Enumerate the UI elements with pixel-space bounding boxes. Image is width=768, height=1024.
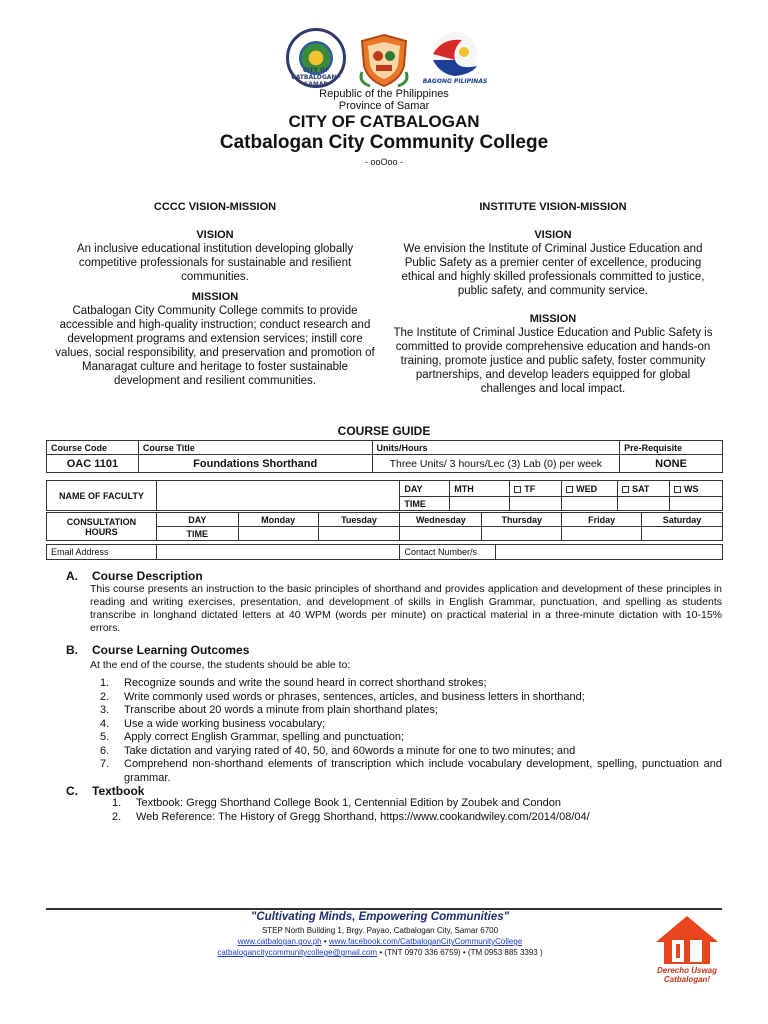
- list-item: 2. Write commonly used words or phrases, sentences, articles, and business letters in shorthand;: [100, 690, 585, 703]
- contact-label: Contact Number/s: [400, 545, 496, 560]
- list-item: 2. Web Reference: The History of Gregg Shorthand, https://www.cookandwiley.com/2014/08/04/: [112, 810, 590, 823]
- units-label: Units/Hours: [372, 441, 620, 455]
- cccc-mission-heading: MISSION: [191, 291, 239, 303]
- bagong-pilipinas-text: BAGONG PILIPINAS: [422, 78, 488, 85]
- footer-divider: [46, 908, 722, 910]
- faculty-name-cell[interactable]: [156, 481, 399, 511]
- institute-mission-text: The Institute of Criminal Justice Education and Public Safety is committed to provide comprehensive education and hands-on training, promote justice and public safety, foster community partnerships, and develop leaders equipped for global challenges and local impact.: [393, 327, 713, 395]
- cccc-vision-mission: [52, 200, 378, 388]
- time-cell[interactable]: [562, 497, 618, 511]
- province-line: Province of Samar: [338, 100, 430, 112]
- list-item: 1. Textbook: Gregg Shorthand College Book 1, Centennial Edition by Zoubek and Condon: [112, 797, 562, 809]
- derecho-uswag-logo: [650, 912, 724, 984]
- republic-line: Republic of the Philippines: [319, 88, 449, 100]
- time-cell[interactable]: [510, 497, 562, 511]
- cccc-mission-text: Catbalogan City Community College commits to provide accessible and high-quality instruction; conduct research and development programs and extension services; instill core values, social responsibility, and preservation and promotion of Manaragat culture and heritage to foster sustainable development and resilient communities.: [55, 305, 375, 387]
- institute-vision-text: We envision the Institute of Criminal Justice Education and Public Safety as a premier center of excellence, producing ethical and highly skilled professionals committed to justice, public safety, and community service.: [401, 243, 705, 297]
- list-item: 3. Transcribe about 20 words a minute from plain shorthand plates;: [100, 704, 438, 716]
- prereq-label: Pre-Requisite: [620, 441, 723, 455]
- institute-mission-heading: MISSION: [529, 313, 577, 325]
- email-label: Email Address: [47, 545, 157, 560]
- checkbox-icon: [674, 486, 681, 493]
- list-item: 6. Take dictation and varying rated of 40, 50, and 60words a minute for one to two minutes; and: [100, 744, 576, 757]
- consult-friday: Friday: [562, 513, 642, 527]
- consult-time-cell[interactable]: [238, 527, 318, 541]
- contact-field[interactable]: [496, 545, 723, 560]
- consult-monday: Monday: [238, 513, 318, 527]
- consult-tuesday: Tuesday: [318, 513, 400, 527]
- day-wed[interactable]: WED: [562, 481, 618, 497]
- consult-time-cell[interactable]: [400, 527, 482, 541]
- footer-tagline: "Cultivating Minds, Empowering Communities": [250, 911, 510, 923]
- day-mth: MTH: [450, 481, 510, 497]
- course-title-label: Course Title: [138, 441, 372, 455]
- footer-contact: [140, 948, 620, 957]
- section-c-letter: C.: [66, 784, 78, 798]
- textbook-list: [112, 797, 722, 824]
- course-code-value: OAC 1101: [47, 455, 139, 473]
- day-sat[interactable]: SAT: [618, 481, 670, 497]
- list-item: 7. Comprehend non-shorthand elements of transcription which include vocabulary development, spelling, punctuation and grammar.: [100, 758, 722, 784]
- bagong-pilipinas-logo: [422, 30, 488, 88]
- day-ws[interactable]: WS: [670, 481, 723, 497]
- faculty-table: [46, 480, 723, 511]
- outcomes-intro: At the end of the course, the students should be able to:: [90, 659, 351, 671]
- institute-heading: INSTITUTE VISION-MISSION: [479, 201, 627, 213]
- consult-saturday: Saturday: [642, 513, 723, 527]
- svg-text:Derecho Uswag: Derecho Uswag: [656, 966, 718, 975]
- college-name: Catbalogan City Community College: [219, 132, 549, 153]
- footer-address: STEP North Building 1, Brgy. Payao, Catbalogan City, Samar 6700: [261, 926, 499, 935]
- header-logos: [0, 24, 768, 86]
- course-info-table: [46, 440, 723, 473]
- cccc-vision-heading: VISION: [196, 229, 234, 241]
- footer-links: www.catbalogan.gov.ph • www.facebook.com/CatbaloganCityCommunityCollege: [237, 937, 523, 946]
- facebook-link[interactable]: www.facebook.com/CatbaloganCityCommunityCollege: [328, 937, 523, 946]
- consult-wednesday: Wednesday: [400, 513, 482, 527]
- time-cell[interactable]: [450, 497, 510, 511]
- consult-time-label: TIME: [156, 527, 238, 541]
- city-name: CITY OF CATBALOGAN: [288, 112, 480, 131]
- faculty-label: NAME OF FACULTY: [47, 481, 157, 511]
- course-guide-title: COURSE GUIDE: [337, 424, 431, 438]
- seal-text: CITY OF CATBALOGAN · SAMAR: [291, 67, 341, 88]
- section-a-letter: A.: [66, 569, 78, 583]
- faculty-day-label: DAY: [400, 481, 450, 497]
- consult-day-label: DAY: [156, 513, 238, 527]
- section-b-title: Course Learning Outcomes: [92, 643, 250, 657]
- consult-time-cell[interactable]: [642, 527, 723, 541]
- website-link[interactable]: www.catbalogan.gov.ph: [237, 937, 322, 946]
- college-shield-logo: [356, 32, 412, 88]
- section-a-title: Course Description: [92, 569, 203, 583]
- consult-thursday: Thursday: [482, 513, 562, 527]
- cccc-heading: CCCC VISION-MISSION: [153, 201, 277, 213]
- course-code-label: Course Code: [47, 441, 139, 455]
- list-item: 1. Recognize sounds and write the sound heard in correct shorthand strokes;: [100, 677, 487, 689]
- contact-table: [46, 544, 723, 560]
- institute-vision-heading: VISION: [534, 229, 572, 241]
- outcomes-list: [100, 677, 722, 785]
- time-cell[interactable]: [670, 497, 723, 511]
- course-description-text: This course presents an instruction to the basic principles of shorthand and provides application and development of these principles in reading and writing exercises, presentation, and development of skills in English Grammar, punctuation, and spelling as students transcribe in longhand dictated letters at 40 WPM (words per minute) on practical material in a three-minute dictation with 10-15% errors.: [90, 583, 722, 634]
- consultation-label: CONSULTATION HOURS: [47, 513, 157, 541]
- email-link[interactable]: catbalogancitycommunitycollege@gmail.com: [217, 948, 378, 957]
- prereq-value: NONE: [620, 455, 723, 473]
- time-cell[interactable]: [618, 497, 670, 511]
- consultation-table: [46, 512, 723, 541]
- day-tf[interactable]: TF: [510, 481, 562, 497]
- course-title-value: Foundations Shorthand: [138, 455, 372, 473]
- faculty-time-label: TIME: [400, 497, 450, 511]
- checkbox-icon: [514, 486, 521, 493]
- units-value: Three Units/ 3 hours/Lec (3) Lab (0) per week: [372, 455, 620, 473]
- consult-time-cell[interactable]: [318, 527, 400, 541]
- section-b-heading: [66, 641, 726, 659]
- list-item: 4. Use a wide working business vocabulary;: [100, 717, 326, 730]
- cccc-vision-text: An inclusive educational institution developing globally competitive professionals for sustainable and resilient communities.: [76, 243, 354, 283]
- section-c-title: Textbook: [92, 784, 145, 798]
- city-seal-logo: [286, 28, 346, 88]
- phone-numbers: • (TNT 0970 336 6759) • (TM 0953 885 3393 ): [377, 948, 543, 957]
- consult-time-cell[interactable]: [482, 527, 562, 541]
- email-field[interactable]: [156, 545, 400, 560]
- consult-time-cell[interactable]: [562, 527, 642, 541]
- section-b-letter: B.: [66, 643, 78, 657]
- ornament: - ooOoo -: [364, 157, 404, 167]
- institute-vision-mission: [392, 200, 714, 396]
- checkbox-icon: [622, 486, 629, 493]
- list-item: 5. Apply correct English Grammar, spelling and punctuation;: [100, 731, 405, 743]
- svg-text:Catbalogan!: Catbalogan!: [663, 975, 711, 984]
- checkbox-icon: [566, 486, 573, 493]
